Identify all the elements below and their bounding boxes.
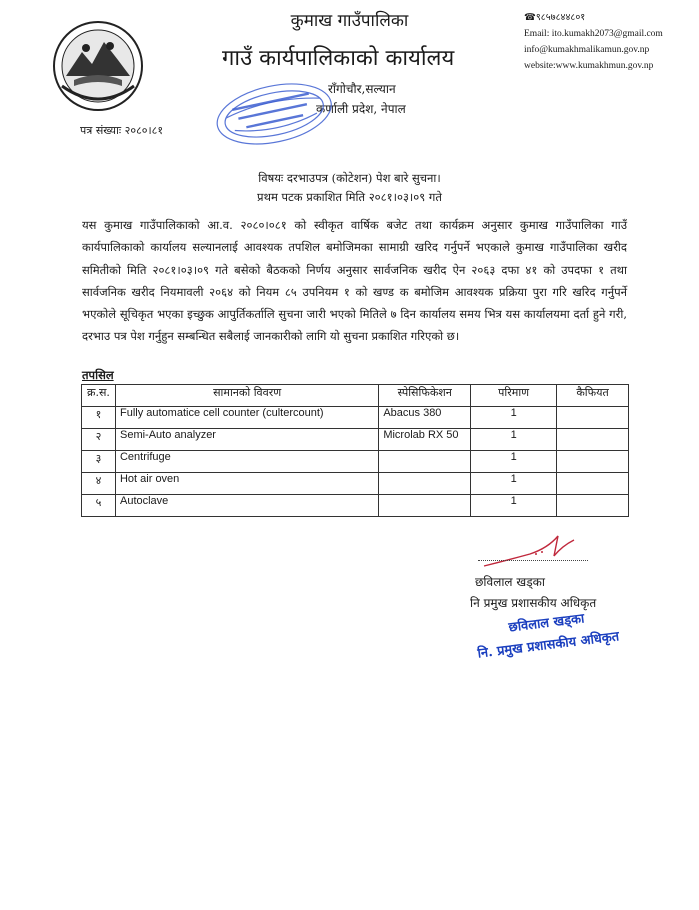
row-description: Centrifuge: [115, 451, 378, 473]
signatory-name: छविलाल खड्का: [475, 575, 545, 589]
office-province: कर्णाली प्रदेश, नेपाल: [316, 102, 406, 116]
row-quantity: 1: [471, 473, 557, 495]
phone-icon: ☎: [524, 13, 536, 23]
row-specification: [379, 495, 471, 517]
header-serial: क्र.स.: [82, 385, 116, 407]
row-serial: ५: [82, 495, 116, 517]
row-serial: ३: [82, 451, 116, 473]
nepal-emblem-logo: [52, 20, 144, 112]
website-link[interactable]: website:www.kumakhmun.gov.np: [524, 61, 654, 71]
row-quantity: 1: [471, 407, 557, 429]
row-specification: Abacus 380: [379, 407, 471, 429]
stamp-name: छविलाल खड्का: [507, 611, 586, 636]
row-description: Fully automatice cell counter (cultercount): [115, 407, 378, 429]
row-remarks: [557, 473, 629, 495]
row-remarks: [557, 407, 629, 429]
table-row: [82, 495, 629, 517]
table-row: [82, 473, 629, 495]
phone-line: [524, 10, 663, 26]
row-quantity: 1: [471, 429, 557, 451]
email-secondary[interactable]: info@kumakhmalikamun.gov.np: [524, 45, 650, 55]
row-remarks: [557, 495, 629, 517]
table-title: तपसिल: [82, 368, 114, 382]
reference-number: पत्र संख्याः २०८०।८१: [80, 124, 164, 137]
header-description: सामानको विवरण: [115, 385, 378, 407]
row-remarks: [557, 451, 629, 473]
header-quantity: परिमाण: [471, 385, 557, 407]
municipality-name: कुमाख गाउँपालिका: [290, 11, 409, 31]
row-remarks: [557, 429, 629, 451]
signature-line: [478, 560, 588, 561]
stamp-title: नि. प्रमुख प्रशासकीय अधिकृत: [476, 629, 620, 662]
publish-date-line: प्रथम पटक प्रकाशित मिति २०८१।०३।०९ गते: [257, 190, 442, 204]
items-table: [81, 384, 629, 517]
header-remarks: कैफियत: [557, 385, 629, 407]
table-row: [82, 407, 629, 429]
signatory-title: नि प्रमुख प्रशासकीय अधिकृत: [470, 596, 597, 610]
office-seal-stamp: [212, 78, 336, 148]
row-description: Autoclave: [115, 495, 378, 517]
table-header-row: [82, 385, 629, 407]
row-specification: [379, 473, 471, 495]
table-row: [82, 451, 629, 473]
row-serial: २: [82, 429, 116, 451]
notice-body: यस कुमाख गाउँपालिकाको आ.व. २०८०।०८१ को स्वीकृत वार्षिक बजेट तथा कार्यक्रम अनुसार कुमाख गाउँपालिका गाउँ कार्यपालिकाको कार्यालय सल्यानलाई आवश्यक तपशिल बमोजिमका सामाग्री खरिद गर्नुपर्ने भएकाले कुमाख गाउँपालिका खरीद समितीको मिति २०८१।०३।०९ गते बसेको बैठकको निर्णय अनुसार सार्वजनिक खरीद ऐन २०६३ दफा ४१ को उपदफा १ तथा सार्वजनिक खरीद नियमावली २०६४ को नियम ८५ उपनियम १ को खण्ड क बमोजिम आवश्यक प्रक्रिया पुरा गरि खरिद गर्नुपर्ने भएकोले सूचिकृत भएका इच्छुक आपुर्तिकर्तालि सुचना जारी भएको मितिले ७ दिन कार्यालय समय भित्र यस कार्यालयमा दर्ता हुने गरी, दरभाउ पत्र पेश गर्नुहुन सम्बन्धित सबैलाई जानकारीको लागि यो सुचना प्रकाशित गरिएको छ।: [82, 218, 627, 344]
row-serial: ४: [82, 473, 116, 495]
phone-number: ९८५७८४४८०१: [535, 13, 586, 23]
office-name: गाउँ कार्यपालिकाको कार्यालय: [222, 46, 455, 71]
email-primary[interactable]: Email: ito.kumakh2073@gmail.com: [524, 29, 663, 39]
notice-subject: विषयः दरभाउपत्र (कोटेशन) पेश बारे सुचना।: [258, 171, 441, 185]
row-specification: [379, 451, 471, 473]
row-quantity: 1: [471, 495, 557, 517]
office-address: राँगोचौर,सल्यान: [328, 82, 396, 96]
table-row: [82, 429, 629, 451]
row-description: Semi-Auto analyzer: [115, 429, 378, 451]
row-specification: Microlab RX 50: [379, 429, 471, 451]
row-quantity: 1: [471, 451, 557, 473]
row-description: Hot air oven: [115, 473, 378, 495]
row-serial: १: [82, 407, 116, 429]
contact-block: [524, 10, 663, 74]
header-specification: स्पेसिफिकेशन: [379, 385, 471, 407]
